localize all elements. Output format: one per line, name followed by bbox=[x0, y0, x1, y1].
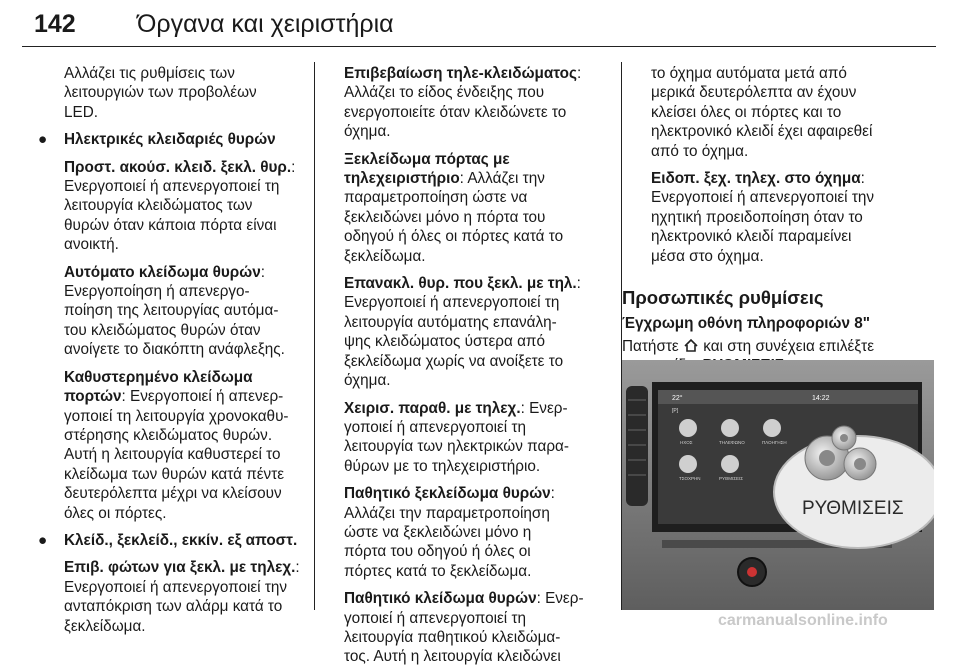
column-divider bbox=[314, 62, 315, 610]
temperature-label: 22° bbox=[672, 395, 683, 402]
setting-entry: Παθητικό κλείδωμα θυρών: Ενερ- γοποιεί ή απενεργοποιεί τη λειτουργία παθητικού κλειδώμα- τος. Αυτή η λειτουργία κλειδώνει bbox=[344, 590, 584, 666]
setting-entry: Ειδοπ. ξεχ. τηλεχ. στο όχημα: Ενεργοποιεί ή απενεργοποιεί την ηχητική προειδοποίηση όταν το ηλεκτρονικό κλειδί παραμείνει μέσα στο όχημα. bbox=[651, 170, 875, 265]
app-icon bbox=[679, 455, 697, 473]
bullet-item: ● Κλείδ., ξεκλείδ., εκκίν. εξ αποστ. bbox=[38, 531, 298, 549]
knob-indicator bbox=[747, 567, 757, 577]
status-bar bbox=[658, 390, 918, 404]
navigation-icon bbox=[763, 419, 781, 437]
setting-entry: Επιβεβαίωση τηλε-κλειδώματος: Αλλάζει το είδος ένδειξης που ενεργοποιείτε όταν κλειδώνετε το όχημα. bbox=[344, 65, 582, 141]
setting-entry: Επανακλ. θυρ. που ξεκλ. με τηλ.: Ενεργοποιεί ή απενεργοποιεί τη λειτουργία αυτόματης επανάλη- ψης κλειδώματος ύστερα από ξεκλείδωμα χωρίς να ανοίξετε το όχημα. bbox=[344, 275, 581, 390]
header-rule bbox=[22, 46, 936, 47]
column-3 bbox=[651, 64, 941, 266]
app-label: ΡΥΘΜΙΣΕΙΣ bbox=[719, 476, 744, 481]
app-label: ΠΛΟΗΓΗΣΗ bbox=[762, 440, 787, 445]
setting-entry: Αυτόματο κλείδωμα θυρών: Ενεργοποίηση ή απενεργο- ποίηση της λειτουργίας αυτόμα- του κλειδώματος θυρών όταν ανοίγετε το διακόπτη ανάφλεξης. bbox=[64, 263, 285, 359]
page-header bbox=[22, 6, 938, 46]
setting-entry: Ξεκλείδωμα πόρτας με τηλεχειριστήριο: Αλλάζει την παραμετροποίηση ώστε να ξεκλειδώνει μόνο η πόρτα του οδηγού ή όλες οι πόρτες κατά το ξεκλείδωμα. bbox=[344, 150, 564, 265]
settings-small-icon bbox=[721, 455, 739, 473]
bullet-icon: ● bbox=[38, 531, 48, 549]
audio-icon bbox=[679, 419, 697, 437]
paragraph: το όχημα αυτόματα μετά από μερικά δευτερόλεπτα αν έχουν κλείσει όλες οι πόρτες και το ηλεκτρονικό κλειδί έχει αφαιρεθεί από το όχημα. bbox=[651, 65, 873, 160]
small-label: [P] bbox=[672, 408, 679, 414]
page-number: 142 bbox=[34, 10, 76, 38]
bullet-icon: ● bbox=[38, 131, 48, 149]
page-title: Όργανα και χειριστήρια bbox=[137, 10, 394, 38]
subsection-heading: Έγχρωμη οθόνη πληροφοριών 8" bbox=[622, 315, 870, 333]
setting-entry: Προστ. ακούσ. κλειδ. ξεκλ. θυρ.: Ενεργοποιεί ή απενεργοποιεί τη λειτουργία κλειδώματος των θυρών όταν κάποια πόρτα είναι ανοικτή. bbox=[64, 158, 296, 254]
setting-entry: Καθυστερημένο κλείδωμα πορτών: Ενεργοποιεί ή απενερ- γοποιεί τη λειτουργία χρονοκαθυ- στέρησης κλειδώματος θυρών. Αυτή η λειτουργία καθυστερεί το κλείδωμα των θυρών κατά πέντε δευτερόλεπτα μέχρι να κλείσουν όλες οι πόρτες. bbox=[64, 368, 289, 522]
app-label: ΤΗΛΕΦΩΝΟ bbox=[719, 440, 745, 445]
app-label: ΗΧΟΣ bbox=[680, 440, 693, 445]
clock-label: 14:22 bbox=[812, 395, 830, 402]
section-heading: Προσωπικές ρυθμίσεις bbox=[622, 287, 824, 308]
settings-zoom-label: ΡΥΘΜΙΣΕΙΣ bbox=[802, 498, 904, 519]
column-2 bbox=[344, 64, 616, 667]
dashboard-illustration bbox=[622, 360, 934, 610]
setting-entry: Επιβ. φώτων για ξεκλ. με τηλεχ.: Ενεργοποιεί ή απενεργοποιεί την ανταπόκριση των αλάρμ κατά το ξεκλείδωμα. bbox=[64, 559, 300, 635]
infotainment-photo bbox=[622, 360, 934, 610]
bullet-item: ● Ηλεκτρικές κλειδαριές θυρών bbox=[38, 131, 276, 149]
home-icon bbox=[683, 338, 699, 353]
watermark: carmanualsonline.info bbox=[718, 612, 888, 629]
app-label: ΤΣΟΧΡΗΝ bbox=[679, 476, 701, 481]
phone-icon bbox=[721, 419, 739, 437]
column-1 bbox=[38, 64, 309, 636]
paragraph: Αλλάζει τις ρυθμίσεις των λειτουργιών των προβολέων LED. bbox=[64, 65, 257, 121]
setting-entry: Παθητικό ξεκλείδωμα θυρών: Αλλάζει την παραμετροποίηση ώστε να ξεκλειδώνει μόνο η πόρτα του οδηγού ή όλες οι πόρτες κατά το ξεκλείδωμα. bbox=[344, 485, 555, 580]
air-vent bbox=[626, 386, 648, 506]
instruction: Πατήστε και στη συνέχεια επιλέξτε bbox=[622, 337, 875, 355]
setting-entry: Χειρισ. παραθ. με τηλεχ.: Ενερ- γοποιεί ή απενεργοποιεί τη λειτουργία των ηλεκτρικών παρα- θύρων με το τηλεχειριστήριο. bbox=[344, 399, 569, 475]
